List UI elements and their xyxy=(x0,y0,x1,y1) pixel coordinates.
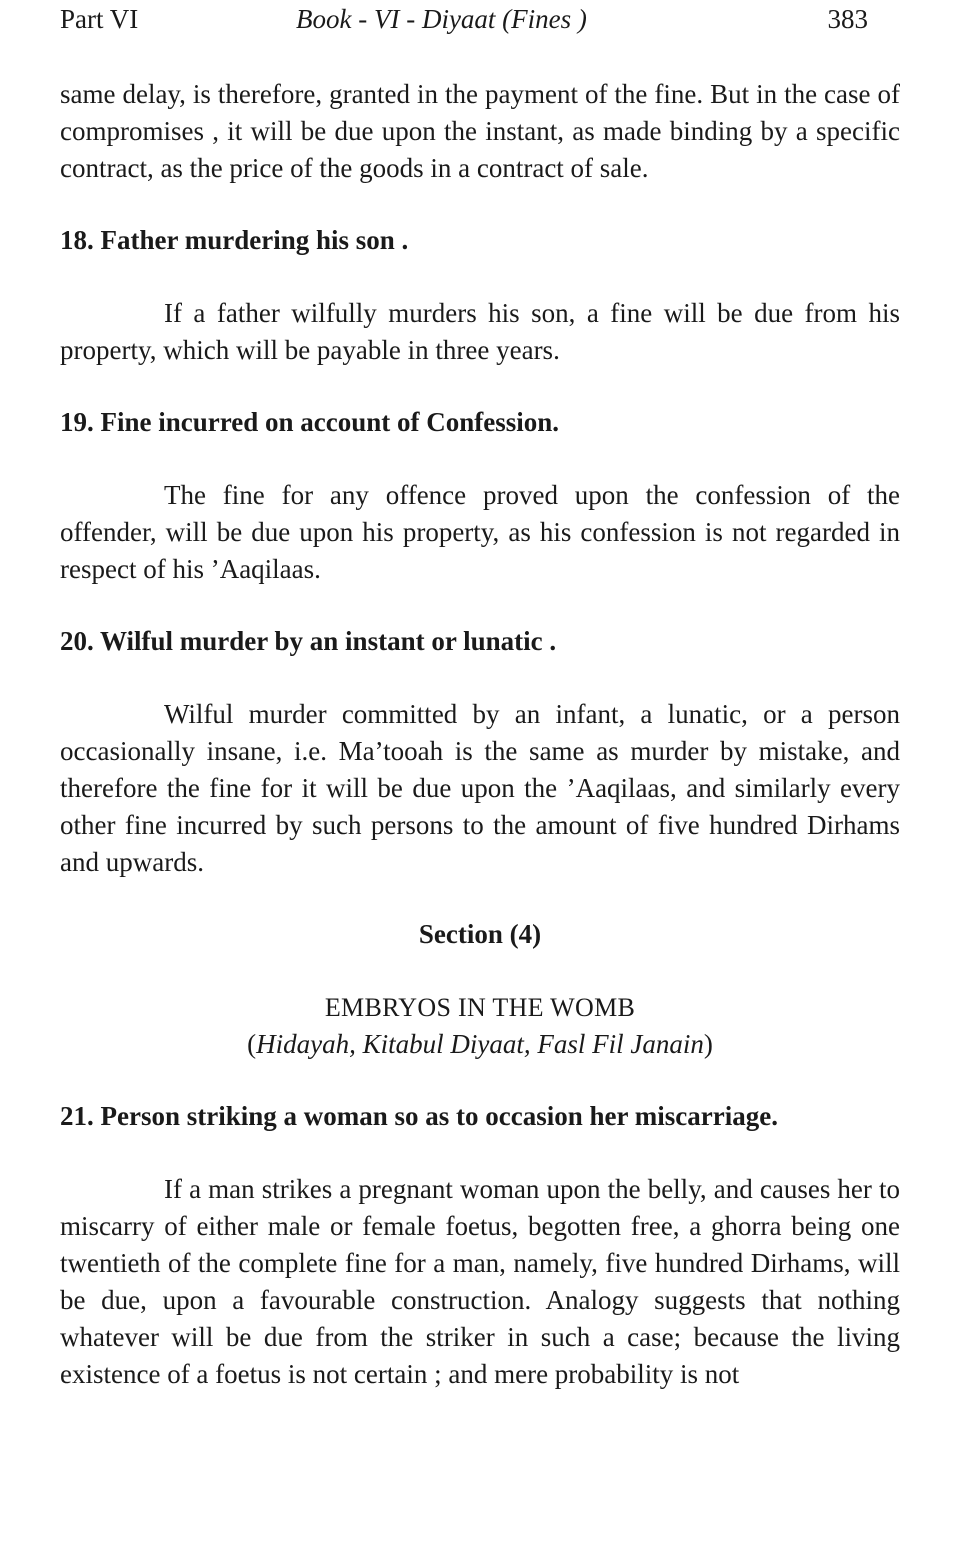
running-header xyxy=(60,4,868,44)
page-number: 383 xyxy=(827,4,868,34)
part-label: Part VI xyxy=(60,4,139,34)
chapter-title: EMBRYOS IN THE WOMB xyxy=(324,993,636,1022)
section-18-paragraph: If a father wilfully murders his son, a fine will be due from his property, which will be payable in three years. xyxy=(60,298,900,365)
chapter-source xyxy=(60,1026,900,1063)
book-title: Book - VI - Diyaat (Fines ) xyxy=(296,4,587,34)
source-citation: Hidayah, Kitabul Diyaat, Fasl Fil Janain xyxy=(256,1029,704,1059)
source-close-paren: ) xyxy=(703,1029,713,1059)
page-body xyxy=(60,76,900,1393)
section-18-heading: 18. Father murdering his son . xyxy=(60,225,409,255)
intro-paragraph: same delay, is therefore, granted in the payment of the fine. But in the case of compromises , it will be due upon the instant, as made binding by a specific contract, as the price of the goods in a contract of sale. xyxy=(60,79,900,183)
section-19-heading: 19. Fine incurred on account of Confession. xyxy=(60,407,560,437)
chapter-section-label: Section (4) xyxy=(418,919,542,949)
section-19-paragraph: The fine for any offence proved upon the confession of the offender, will be due upon his property, as his confession is not regarded in respect of his ’Aaqilaas. xyxy=(60,480,900,584)
source-open-paren: ( xyxy=(247,1029,257,1059)
section-21-paragraph: If a man strikes a pregnant woman upon the belly, and causes her to miscarry of either male or female foetus, begotten free, a ghorra being one twentieth of the complete fine for a man, namely, five hundred Dirhams, will be due, upon a favourable construction. Analogy suggests that nothing whatever will be due from the striker in such a case; because the living existence of a foetus is not certain ; and mere probability is not xyxy=(60,1174,900,1389)
section-21-heading: 21. Person striking a woman so as to occasion her miscarriage. xyxy=(60,1101,778,1131)
section-20-heading: 20. Wilful murder by an instant or lunatic . xyxy=(60,626,557,656)
section-20-paragraph: Wilful murder committed by an infant, a lunatic, or a person occasionally insane, i.e. Ma’tooah is the same as murder by mistake, and therefore the fine for it will be due upon the ’Aaqilaas, and similarly every other fine incurred by such persons to the amount of five hundred Dirhams and upwards. xyxy=(60,699,900,877)
